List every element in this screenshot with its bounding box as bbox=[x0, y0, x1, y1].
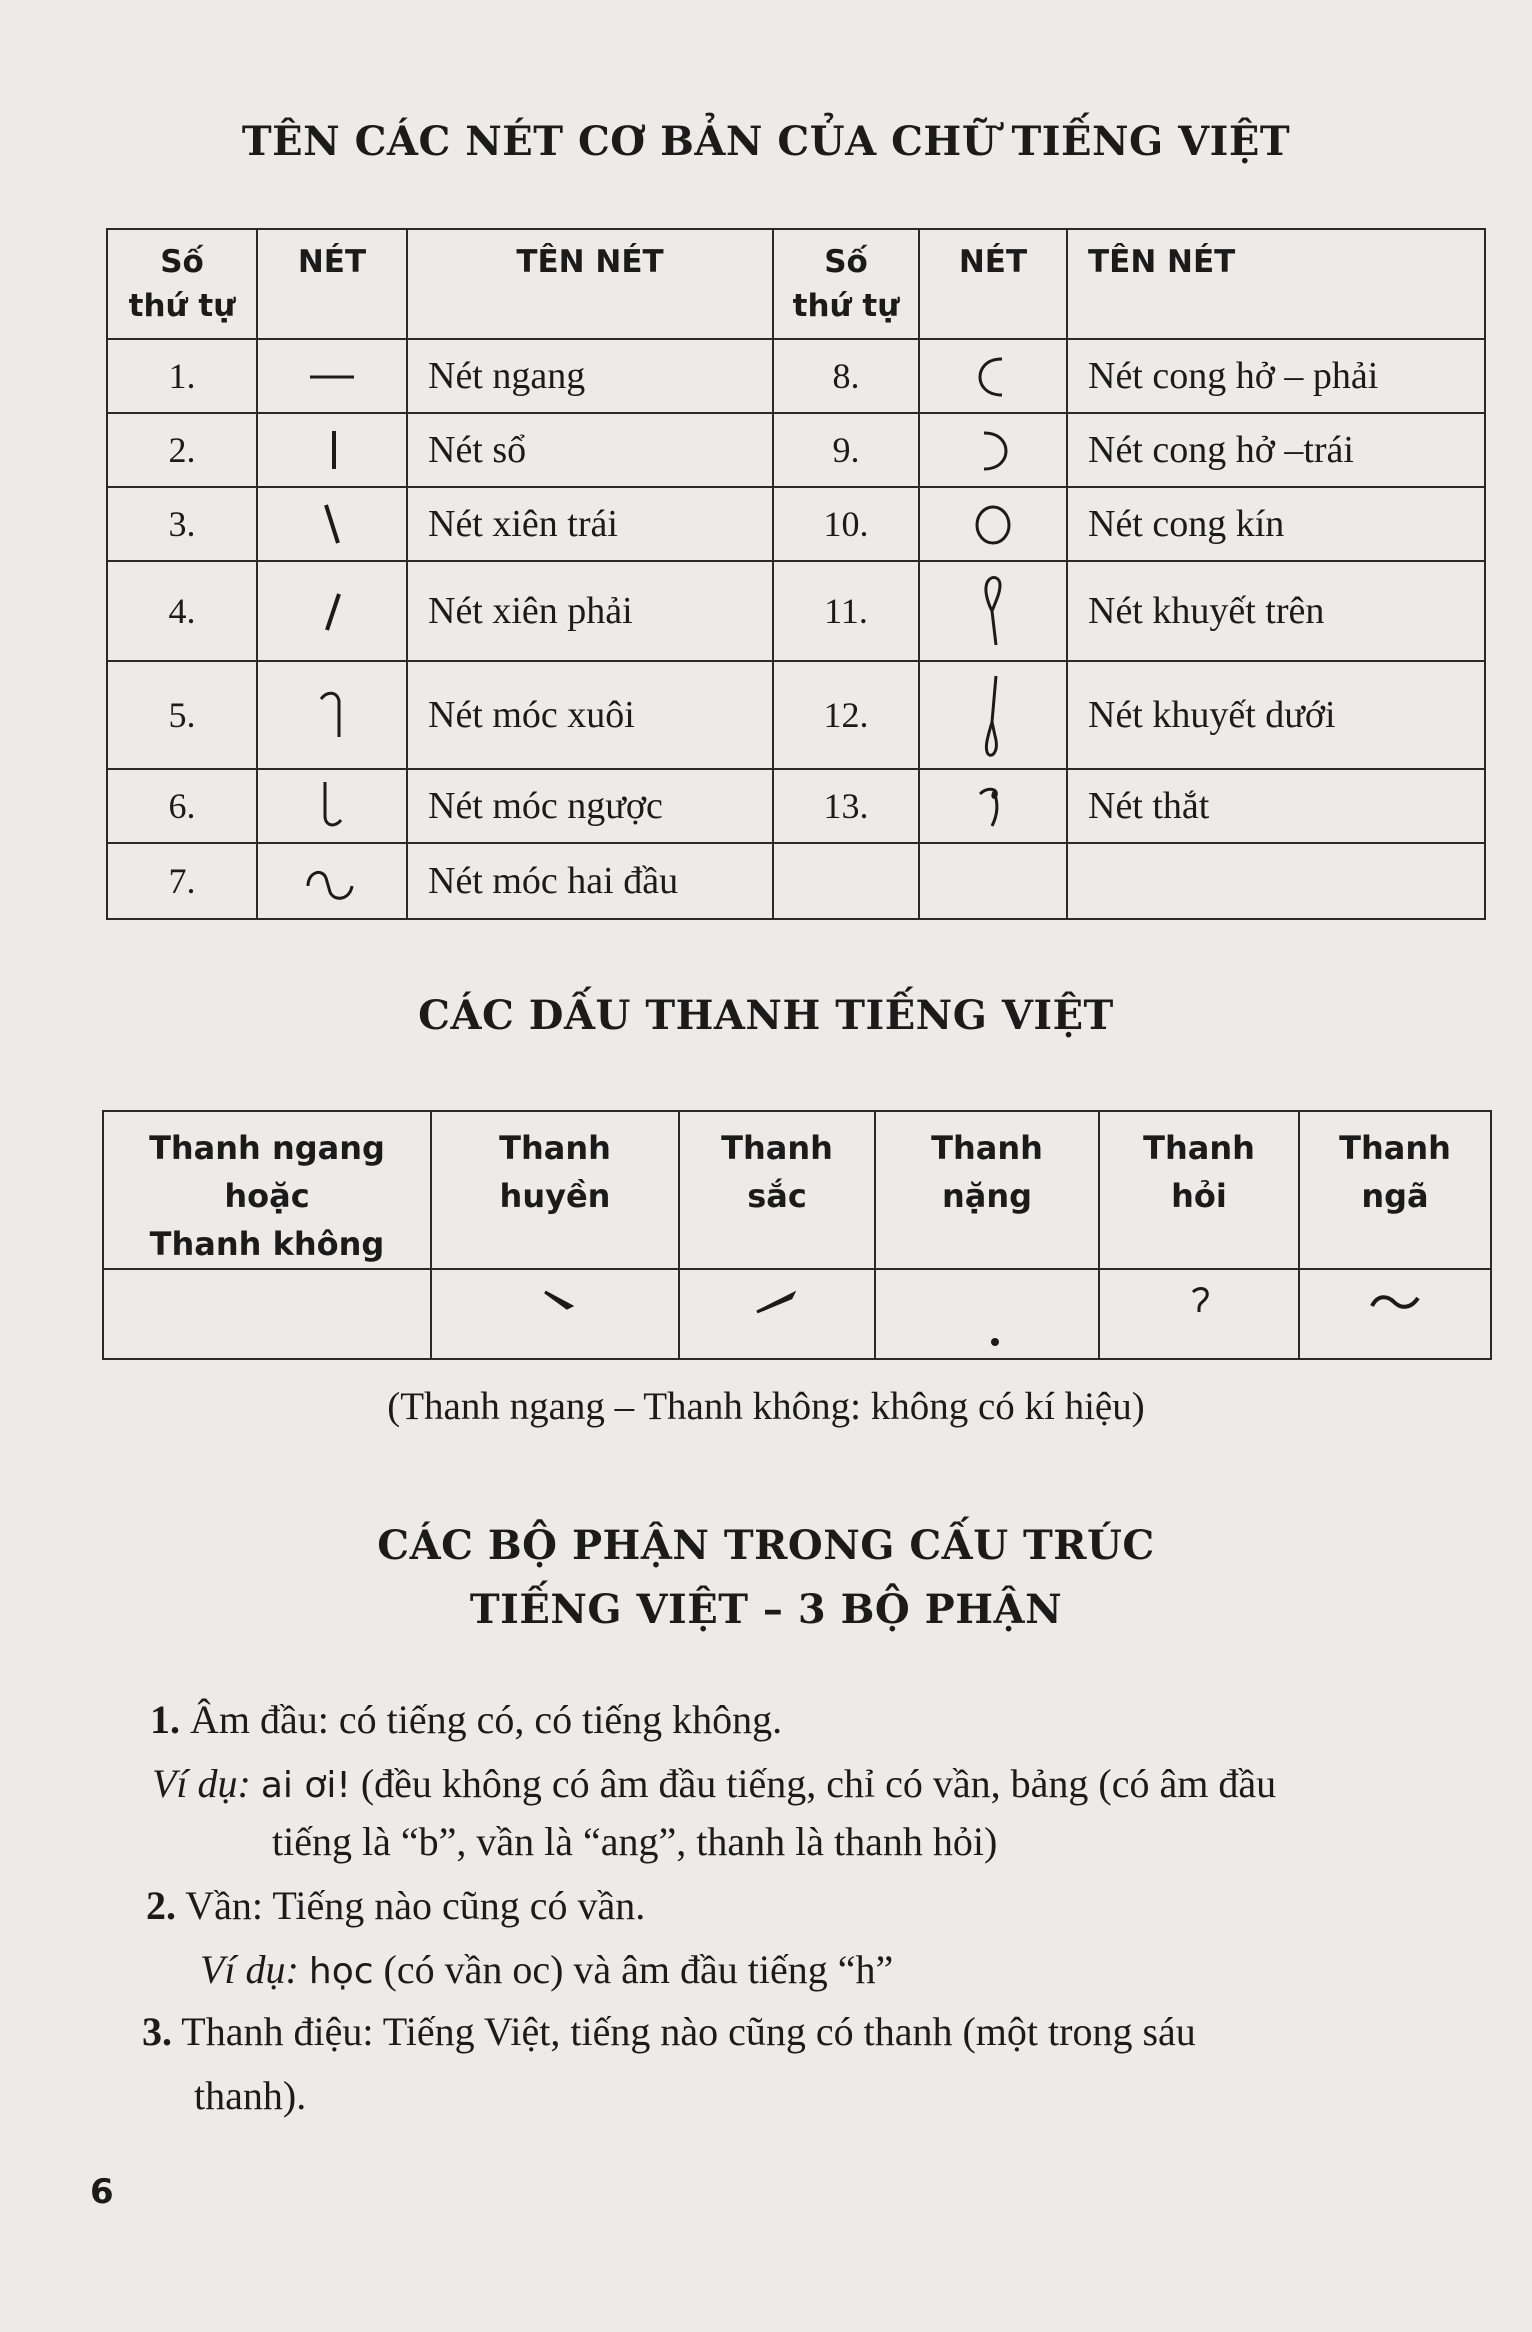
structure-title-line2: TIẾNG VIỆT – 3 BỘ PHẬN bbox=[469, 1586, 1063, 1633]
stroke-table bbox=[106, 228, 1486, 920]
table-row: 1. Nét ngang 8. Nét cong hở – phải bbox=[107, 339, 1485, 413]
stroke-section-title: TÊN CÁC NÉT CƠ BẢN CỦA CHỮ TIẾNG VIỆT bbox=[241, 118, 1291, 165]
header-net: NÉT bbox=[257, 229, 407, 339]
empty-cell bbox=[919, 843, 1067, 919]
tilde-icon bbox=[1299, 1269, 1491, 1359]
closed-curve-icon bbox=[919, 487, 1067, 561]
hook-above-icon bbox=[1099, 1269, 1299, 1359]
table-row: 2. Nét sổ 9. Nét cong hở –trái bbox=[107, 413, 1485, 487]
tone-table bbox=[102, 1110, 1492, 1360]
header-thanh-sac: Thanh sắc bbox=[679, 1111, 875, 1269]
item-3-line2: thanh). bbox=[194, 2073, 307, 2118]
acute-accent-icon bbox=[679, 1269, 875, 1359]
header-thanh-nang: Thanh nặng bbox=[875, 1111, 1099, 1269]
table-row: 5. Nét móc xuôi 12. Nét khuyết dưới bbox=[107, 661, 1485, 769]
table-row: 6. Nét móc ngược 13. Nét thắt bbox=[107, 769, 1485, 843]
table-row: 7. Nét móc hai đầu bbox=[107, 843, 1485, 919]
item-1: 1. Âm đầu: có tiếng có, có tiếng không. bbox=[150, 1697, 783, 1742]
tone-marks-row bbox=[103, 1269, 1491, 1359]
item-1-example: Ví dụ: ai ơi! (đều không có âm đầu tiếng, chỉ có vần, bảng (có âm đầu bbox=[152, 1761, 1277, 1806]
header-thanh-huyen: Thanh huyền bbox=[431, 1111, 679, 1269]
lower-loop-icon bbox=[919, 661, 1067, 769]
table-row: 4. Nét xiên phải 11. Nét khuyết trên bbox=[107, 561, 1485, 661]
header-thanh-hoi: Thanh hỏi bbox=[1099, 1111, 1299, 1269]
forward-hook-icon bbox=[257, 661, 407, 769]
grave-accent-icon bbox=[431, 1269, 679, 1359]
tone-section-title: CÁC DẤU THANH TIẾNG VIỆT bbox=[418, 992, 1114, 1039]
upper-loop-icon bbox=[919, 561, 1067, 661]
horizontal-stroke-icon bbox=[257, 339, 407, 413]
stroke-table-header bbox=[107, 229, 1485, 339]
item-2: 2. Vần: Tiếng nào cũng có vần. bbox=[146, 1883, 646, 1928]
reverse-hook-icon bbox=[257, 769, 407, 843]
knot-stroke-icon bbox=[919, 769, 1067, 843]
structure-title-line1: CÁC BỘ PHẬN TRONG CẤU TRÚC bbox=[377, 1522, 1155, 1569]
header-net-2: NÉT bbox=[919, 229, 1067, 339]
item-2-example: Ví dụ: học (có vần oc) và âm đầu tiếng “h” bbox=[200, 1947, 894, 1992]
right-slant-stroke-icon bbox=[257, 561, 407, 661]
header-thanh-ngang: Thanh ngang hoặc Thanh không bbox=[103, 1111, 431, 1269]
page-number: 6 bbox=[90, 2172, 114, 2212]
item-1-example-line2: tiếng là “b”, vần là “ang”, thanh là thanh hỏi) bbox=[272, 1819, 998, 1864]
item-3: 3. Thanh điệu: Tiếng Việt, tiếng nào cũng có thanh (một trong sáu bbox=[142, 2009, 1196, 2054]
open-curve-right-icon bbox=[919, 339, 1067, 413]
tone-table-header bbox=[103, 1111, 1491, 1269]
tone-note: (Thanh ngang – Thanh không: không có kí hiệu) bbox=[387, 1385, 1145, 1428]
table-row: 3. Nét xiên trái 10. Nét cong kín bbox=[107, 487, 1485, 561]
double-hook-icon bbox=[257, 843, 407, 919]
open-curve-left-icon bbox=[919, 413, 1067, 487]
header-so-thu-tu: Số thứ tự bbox=[107, 229, 257, 339]
header-ten-net-2: TÊN NÉT bbox=[1067, 229, 1485, 339]
vertical-stroke-icon bbox=[257, 413, 407, 487]
empty-mark-cell bbox=[103, 1269, 431, 1359]
header-so-thu-tu-2: Số thứ tự bbox=[773, 229, 919, 339]
dot-below-icon bbox=[875, 1269, 1099, 1359]
header-thanh-nga: Thanh ngã bbox=[1299, 1111, 1491, 1269]
header-ten-net: TÊN NÉT bbox=[407, 229, 773, 339]
left-slant-stroke-icon bbox=[257, 487, 407, 561]
